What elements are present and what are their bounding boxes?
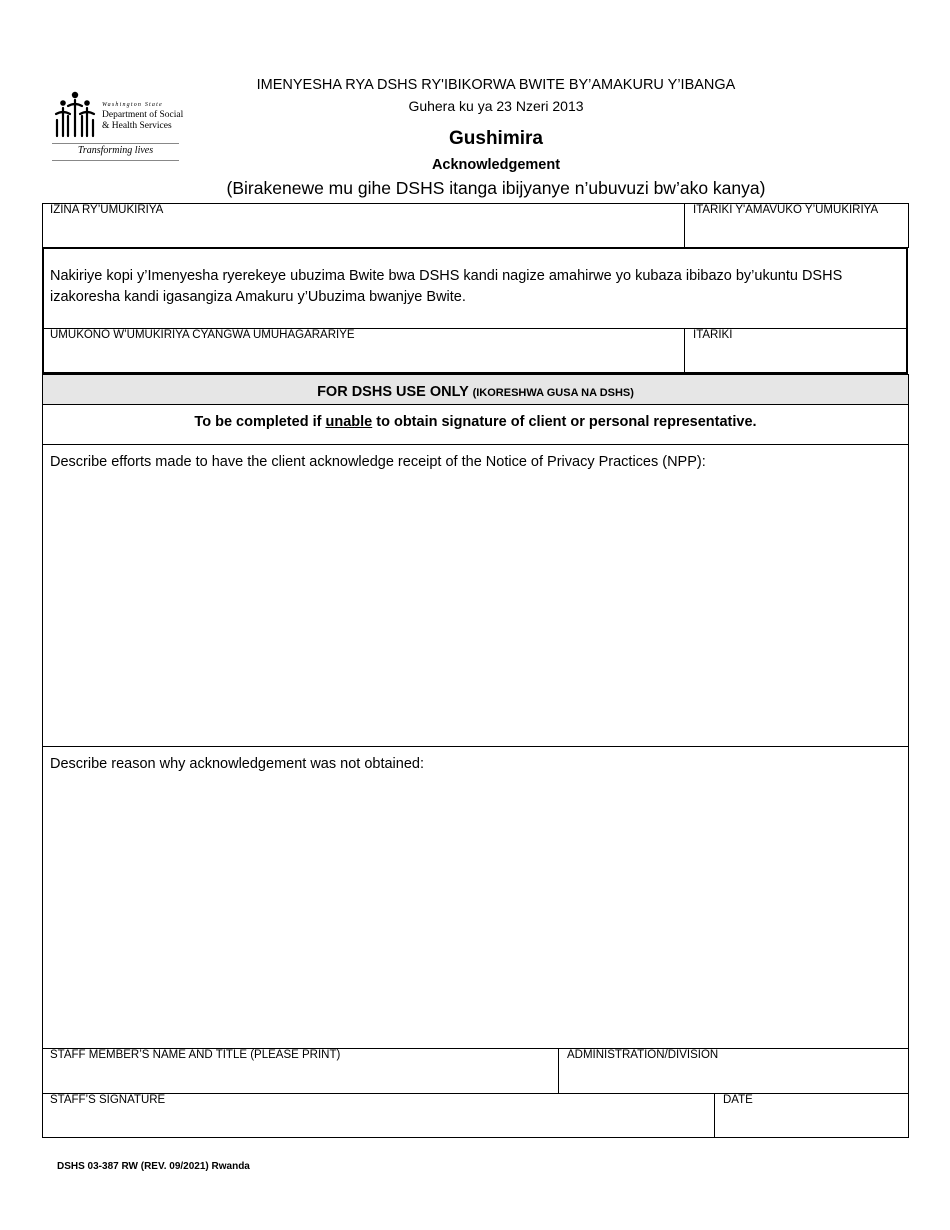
staff-date-field[interactable]: [714, 1093, 909, 1138]
client-signature-field[interactable]: [42, 328, 685, 374]
staff-name-label: STAFF MEMBER’S NAME AND TITLE (PLEASE PRINT): [50, 1049, 341, 1061]
logo-tagline: Transforming lives: [77, 145, 154, 156]
reason-textarea[interactable]: [42, 746, 909, 1049]
client-date-field[interactable]: [684, 328, 908, 374]
unable-prefix: To be completed if: [194, 414, 322, 430]
client-date-label: ITARIKI: [693, 329, 733, 341]
staff-name-field[interactable]: [42, 1048, 559, 1094]
effective-date: Guhera ku ya 23 Nzeri 2013: [408, 98, 584, 114]
page-title: Gushimira: [449, 128, 543, 149]
agency-notice-title: IMENYESHA RYA DSHS RY'IBIKORWA BWITE BY’AMAKURU Y’IBANGA: [256, 77, 736, 93]
unable-suffix: to obtain signature of client or personal representative.: [376, 414, 757, 430]
administration-label: ADMINISTRATION/DIVISION: [567, 1049, 719, 1061]
logo-org-line1: Department of Social: [102, 110, 184, 120]
reason-label: Describe reason why acknowledgement was not obtained:: [50, 756, 424, 772]
administration-field[interactable]: [558, 1048, 909, 1094]
staff-date-label: DATE: [723, 1094, 753, 1106]
dshs-use-only-translation: (IKORESHWA GUSA NA DSHS): [472, 387, 634, 399]
logo-state-label: Washington State: [102, 102, 163, 108]
form-id: DSHS 03-387 RW (REV. 09/2021) Rwanda: [57, 1161, 250, 1172]
client-name-field[interactable]: [42, 203, 685, 248]
logo-org-line2: & Health Services: [102, 121, 172, 131]
client-name-label: IZINA RY’UMUKIRIYA: [50, 204, 164, 216]
unable-word: unable: [325, 414, 373, 430]
page-note: (Birakenewe mu gihe DSHS itanga ibijyanye n’ubuvuzi bw’ako kanya): [226, 178, 766, 198]
client-signature-label: UMUKONO W’UMUKIRIYA CYANGWA UMUHAGARARIYE: [50, 329, 355, 341]
efforts-label: Describe efforts made to have the client acknowledge receipt of the Notice of Privacy Practices (NPP):: [50, 454, 706, 470]
staff-signature-label: STAFF’S SIGNATURE: [50, 1094, 166, 1106]
client-dob-label: ITARIKI Y'AMAVUKO Y’UMUKIRIYA: [693, 204, 879, 216]
dshs-use-only-label: FOR DSHS USE ONLY: [317, 384, 469, 400]
staff-signature-field[interactable]: [42, 1093, 715, 1138]
page-subtitle: Acknowledgement: [431, 157, 561, 173]
unable-instruction: [42, 405, 909, 445]
efforts-textarea[interactable]: [42, 444, 909, 747]
client-dob-field[interactable]: [684, 203, 909, 248]
acknowledgement-statement: Nakiriye kopi y’Imenyesha ryerekeye ubuzima Bwite bwa DSHS kandi nagize amahirwe yo kubaza ibibazo by’ukuntu DSHS izakoresha kandi igasangiza Amakuru y’Ubuzima bwanjye Bwite.: [50, 268, 843, 305]
dshs-use-only-band: [42, 374, 909, 405]
